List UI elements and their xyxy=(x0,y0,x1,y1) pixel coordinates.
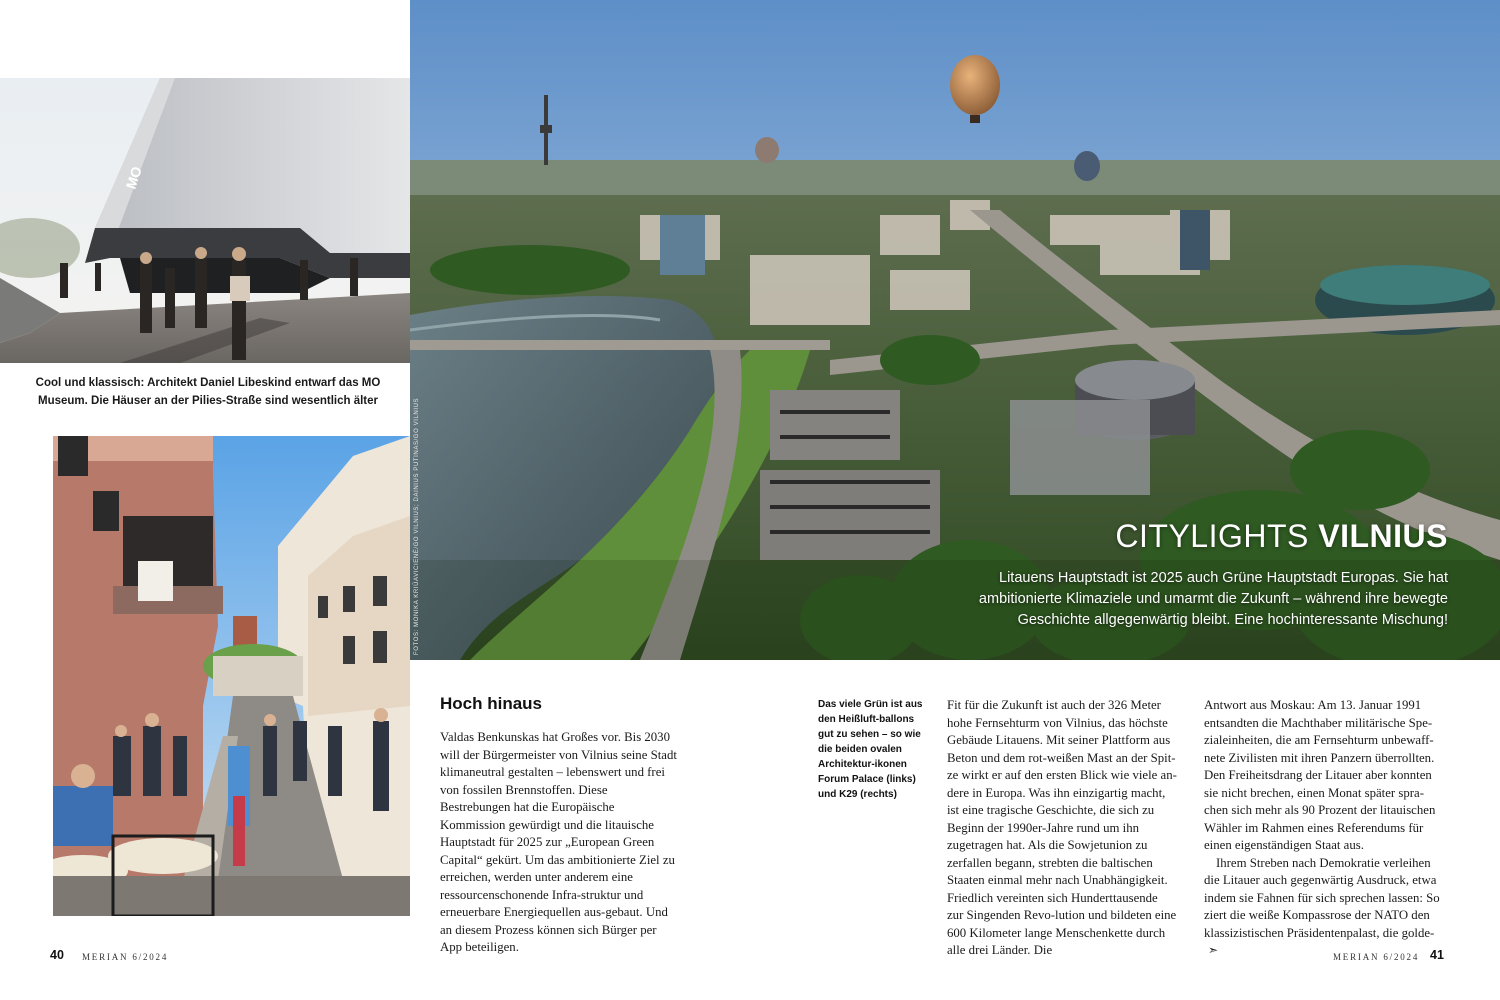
continue-arrow-icon: ➣ xyxy=(1208,943,1219,957)
photo-mo-museum xyxy=(0,78,410,363)
article-paragraph: Valdas Benkunskas hat Großes vor. Bis 2030 will der Bürgermeister von Vilnius seine Stadt klimaneutral gestalten – lebenswert und frei von fossilen Brennstoffen. Diese Bestrebungen hat die Europäische Kommission gewürdigt und die litauische Hauptstadt für 2025 zur „European Green Capital“ gekürt. Um das ambitionierte Ziel zu erreichen, werden unter anderem eine ressourcenschonende Infra-struktur und erneuerbare Energiequellen aus-gebaut. Und an diesem Prozess können sich Bürger per App beteiligen. xyxy=(440,730,677,954)
headline xyxy=(1115,518,1448,555)
article-paragraph: Antwort aus Moskau: Am 13. Januar 1991 entsandten die Machthaber militärische Spe-zialeinheiten, die am Fernsehturm unbewaff-nete Zivilisten mit ihren Panzern überrollten. Den Freiheitsdrang der Litauer aber konnten sie nicht brechen, einen Monat später spra-chen sich mehr als 90 Prozent der litauischen Wähler im Rahmen eines Referendums für einen eigenständigen Staat aus. xyxy=(1204,698,1436,852)
article-paragraph: Fit für die Zukunft ist auch der 326 Meter hohe Fernsehturm von Vilnius, das höchste Gebäude Litauens. Mit seiner Plattform aus Beton und dem rot-weißen Mast an der Spit-ze wirkt er auf den ersten Blick wie viele an-dere in Europa. Was ihn einzigartig macht, ist eine tragische Geschichte, die sich zu Beginn der 1990er-Jahre rund um ihn zugetragen hat. Als die Sowjetunion zu zerfallen begann, strebten die baltischen Staaten einmal mehr nach Unabhängigkeit. Friedlich vereinten sich Hunderttausende zur Singenden Revo-lution und bildeten eine 600 Kilometer lange Menschenkette durch alle drei Länder. Die xyxy=(947,698,1177,957)
magazine-issue-left: MERIAN 6/2024 xyxy=(82,952,169,962)
page-number-left: 40 xyxy=(50,948,64,962)
photo-pilies-street xyxy=(53,436,410,916)
photo-vilnius-aerial xyxy=(410,0,1500,660)
aerial-photo-caption: Das viele Grün ist aus den Heißluft-ballons gut zu sehen – so wie die beiden ovalen Architektur-ikonen Forum Palace (links) und K29 (rechts) xyxy=(818,699,923,800)
headline-title: VILNIUS xyxy=(1318,518,1448,554)
museum-photo-caption: Cool und klassisch: Architekt Daniel Libeskind entwarf das MO Museum. Die Häuser an der Pilies-Straße sind wesentlich älter xyxy=(35,377,381,407)
magazine-issue-right: MERIAN 6/2024 xyxy=(1333,952,1420,962)
section-heading: Hoch hinaus xyxy=(440,694,543,713)
photo-credit: FOTOS: MONIKA KRIŪAVICIENĖ/GO VILNIUS; DAINIUS PUTINAS/GO VILNIUS xyxy=(414,397,420,655)
article-column-3 xyxy=(947,697,1177,960)
intro-text: Litauens Hauptstadt ist 2025 auch Grüne Hauptstadt Europas. Sie hat ambitionierte Klimaziele und umarmt die Zukunft – während ihre bewegte Geschichte allgegenwärtig bleibt. Eine hochinteressante Mischung! xyxy=(978,570,1448,628)
headline-prefix: CITYLIGHTS xyxy=(1115,518,1319,554)
article-column-4 xyxy=(1204,697,1442,960)
article-paragraph: Ihrem Streben nach Demokratie verleihen die Litauer auch gegenwärtig Ausdruck, etwa indem sie Fahnen für sich sprechen lassen: So ziert die weiße Kompassrose der NATO den klassizistischen Präsidentenpalast, die golde- xyxy=(1204,855,1440,940)
museum-sign: MO xyxy=(122,164,145,191)
article-column-1 xyxy=(440,729,680,957)
page-number-right: 41 xyxy=(1430,948,1444,962)
